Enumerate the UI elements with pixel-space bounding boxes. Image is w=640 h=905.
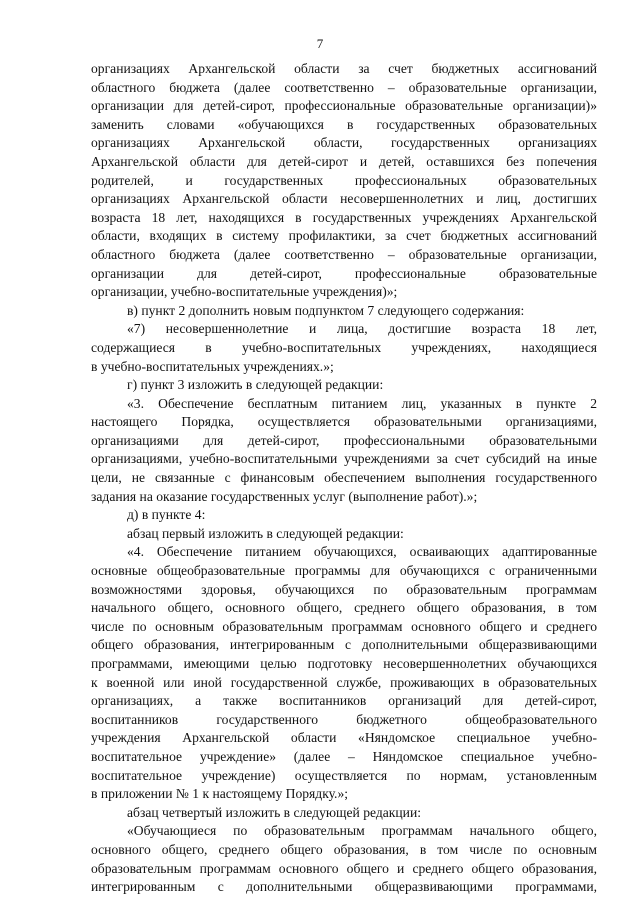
text-line: организациях Архангельской области, государственных организациях (91, 135, 597, 151)
page-number: 7 (316, 36, 324, 51)
text-line: в учебно-воспитательных учреждениях.»; (91, 358, 334, 374)
text-line: учреждения Архангельской области «Няндомское специальное учебно- (91, 730, 597, 746)
text-line: «Обучающиеся по образовательным программам начального общего, (127, 823, 597, 839)
text-line: содержащиеся в учебно-воспитательных учреждениях, находящиеся (91, 339, 597, 355)
text-line: г) пункт 3 изложить в следующей редакции: (127, 377, 384, 393)
text-line: организациях Архангельской области несовершеннолетних и лиц, достигших (91, 191, 597, 207)
text-line: организации для детей-сирот, профессиональные образовательные (91, 265, 597, 281)
text-line: числе по основным образовательным программам основного общего и среднего (91, 618, 597, 634)
text-line: «3. Обеспечение бесплатным питанием лиц, указанных в пункте 2 (127, 395, 597, 411)
text-line: областного бюджета (далее соответственно – образовательные организации, (91, 246, 597, 262)
text-line: основные общеобразовательные программы для обучающихся с ограниченными (91, 563, 597, 579)
text-line: организациями для детей-сирот, профессиональными образовательными (91, 432, 597, 448)
text-line: задания на оказание государственных услуг (выполнение работ).»; (91, 488, 478, 504)
text-line: д) в пункте 4: (127, 507, 206, 523)
text-line: начального общего, основного общего, среднего общего образования, в том (91, 600, 597, 616)
text-line: абзац первый изложить в следующей редакции: (127, 525, 404, 541)
text-line: воспитательное учреждение) осуществляется по нормам, установленным (91, 767, 597, 783)
text-line: организациями, учебно-воспитательными учреждениями за счет субсидий на иные (91, 451, 597, 467)
text-line: в) пункт 2 дополнить новым подпунктом 7 следующего содержания: (127, 302, 525, 318)
text-line: воспитательное учреждение» (далее – Няндомское специальное учебно- (91, 748, 597, 764)
text-line: интегрированным с дополнительными общеразвивающими программами, (91, 879, 597, 895)
text-line: Архангельской области для детей-сирот и детей, оставшихся без попечения (91, 153, 597, 169)
text-line: основного общего, среднего общего образования, в том числе по основным (91, 841, 597, 857)
text-line: организации для детей-сирот, профессиональные образовательные организации)» (91, 98, 597, 114)
text-line: возраста 18 лет, находящихся в государственных учреждениях Архангельской (91, 209, 597, 225)
text-line: организации, учебно-воспитательные учреждения)»; (91, 284, 398, 300)
text-line: возможностями здоровья, обучающихся по образовательным программам (91, 581, 597, 597)
text-line: заменить словами «обучающихся в государственных образовательных (91, 116, 597, 132)
text-line: к военной или иной государственной службе, проживающих в образовательных (91, 674, 597, 690)
document-body (91, 60, 597, 897)
text-line: области, входящих в систему профилактики, за счет бюджетных ассигнований (91, 228, 597, 244)
text-line: воспитанников государственного бюджетного общеобразовательного (91, 711, 597, 727)
text-line: областного бюджета (далее соответственно – образовательные организации, (91, 79, 597, 95)
text-line: цели, не связанные с финансовым обеспечением выполнения государственного (91, 470, 597, 486)
text-line: абзац четвертый изложить в следующей редакции: (127, 804, 422, 820)
text-line: организациях Архангельской области за счет бюджетных ассигнований (91, 61, 597, 76)
text-line: настоящего Порядка, осуществляется образовательными организациями, (91, 414, 597, 430)
text-line: общего образования, интегрированным с дополнительными общеразвивающими (91, 637, 597, 653)
text-line: «7) несовершеннолетние и лица, достигшие возраста 18 лет, (127, 321, 597, 337)
text-line: в приложении № 1 к настоящему Порядку.»; (91, 786, 349, 802)
text-line: «4. Обеспечение питанием обучающихся, осваивающих адаптированные (127, 544, 597, 560)
text-line: программами, имеющими целью подготовку несовершеннолетних обучающихся (91, 656, 597, 671)
text-line: образовательным программам основного общего и среднего общего образования, (91, 860, 597, 876)
text-line: организациях, а также воспитанников организаций для детей-сирот, (91, 693, 597, 709)
text-line: родителей, и государственных профессиональных образовательных (91, 172, 597, 188)
